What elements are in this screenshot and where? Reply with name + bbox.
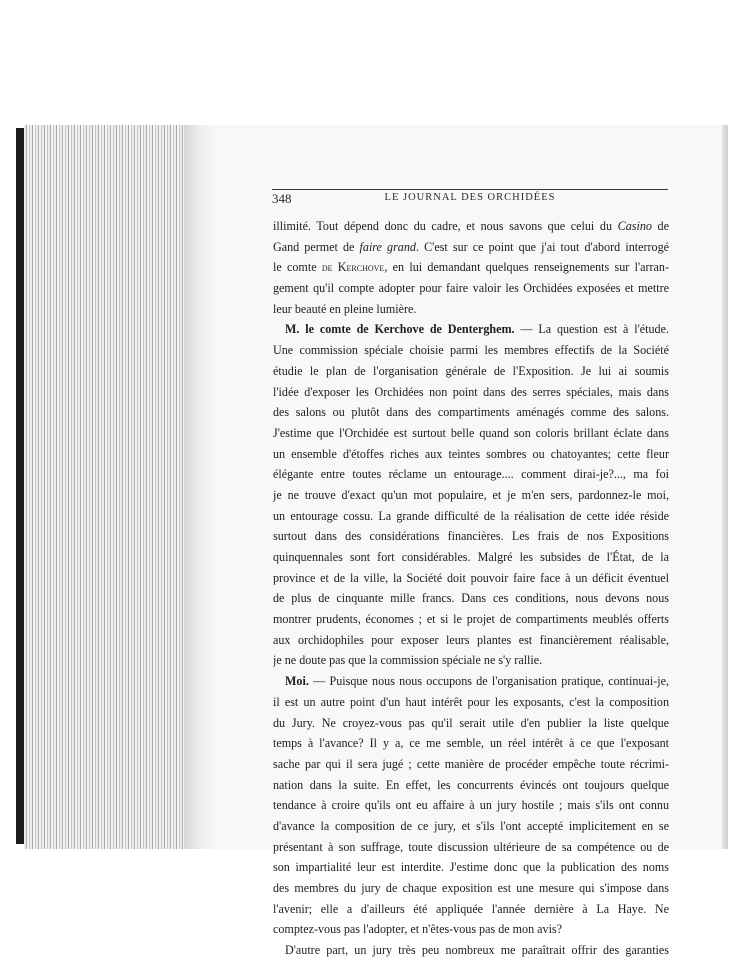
text-run: l'avenir; elle a d'ailleurs été appliquée l'année dernière à La Haye. Ne <box>273 901 669 916</box>
text-run: je ne doute pas que la commission spéciale ne s'y rallie. <box>273 653 543 668</box>
text-line <box>273 919 669 940</box>
text-line <box>273 692 669 713</box>
header-rule <box>272 189 668 190</box>
text-line <box>273 423 669 444</box>
text-line <box>273 278 669 299</box>
text-line <box>273 609 669 630</box>
text-line <box>273 485 669 506</box>
text-run: Gand permet de <box>273 239 360 254</box>
text-run: gement qu'il compte adopter pour faire valoir les Orchidées exposées et mettre <box>273 281 669 296</box>
text-run: province et de la ville, la Société doit pouvoir faire face à un déficit éventuel <box>273 570 669 585</box>
text-line <box>273 588 669 609</box>
text-run: — La question est à l'étude. <box>514 322 669 337</box>
text-run: temps à l'avance? Il y a, ce me semble, un réel intérêt à ce que l'exposant <box>273 736 669 751</box>
text-line <box>273 733 669 754</box>
text-run: D'autre part, un jury très peu nombreux me paraîtrait offrir des garanties <box>285 943 669 958</box>
text-run: de plus de cinquante mille francs. Dans ces conditions, nous devons nous <box>273 591 669 606</box>
text-line <box>273 547 669 568</box>
text-run: illimité. Tout dépend donc du cadre, et nous savons que celui du <box>273 219 618 233</box>
text-run: montrer prudents, économes ; et si le projet de compartiments meublés offerts <box>273 612 669 627</box>
text-run: , en lui demandant quelques renseignements sur l'arran- <box>384 260 669 275</box>
text-run: de <box>651 219 669 233</box>
text-line <box>273 526 669 547</box>
text-line <box>273 299 669 320</box>
text-line <box>273 340 669 361</box>
text-line <box>273 899 669 920</box>
text-line <box>273 216 669 237</box>
text-run: comptez-vous pas l'adopter, et n'êtes-vous pas de mon avis? <box>273 922 563 937</box>
running-title: LE JOURNAL DES ORCHIDÉES <box>384 192 556 203</box>
text-run: des salons ou plutôt dans des compartiments aménagés comme des salons. <box>273 405 669 420</box>
text-run: tendance à croire qu'ils ont eu affaire à un jury hostile ; mais s'ils ont connu <box>273 798 669 813</box>
text-line <box>273 754 669 775</box>
text-line <box>273 402 669 423</box>
text-run: quinquennales sont fort considérables. Malgré les subsides de l'État, de la <box>273 550 669 564</box>
text-run: un ensemble d'étoffes riches aux teintes sombres ou chatoyantes; cette fleur <box>273 446 669 461</box>
text-line <box>273 630 669 651</box>
page-number: 348 <box>272 191 292 206</box>
text-run: présentant à son suffrage, toute discussion ultérieure de sa compétence ou de <box>273 839 669 854</box>
text-run: un entourage cossu. La grande difficulté de la réalisation de cette idée réside <box>273 508 669 523</box>
text-run: l'idée d'exposer les Orchidées non point dans des serres spéciales, mais dans <box>273 384 669 399</box>
text-run: le comte <box>273 260 322 275</box>
text-run: il est un autre point d'un haut intérêt pour les exposants, c'est la composition <box>273 694 669 709</box>
bold-text: Moi. <box>285 674 309 689</box>
text-line <box>273 940 669 961</box>
text-line <box>273 506 669 527</box>
text-line <box>273 257 669 278</box>
text-run: Une commission spéciale choisie parmi les membres effectifs de la Société <box>273 343 669 358</box>
text-line <box>273 775 669 796</box>
book-spine-edge <box>16 128 24 844</box>
text-line <box>273 237 669 258</box>
bold-text: M. le comte de Kerchove de Denterghem. <box>285 322 515 337</box>
italic-text: Casino <box>617 219 652 233</box>
running-header <box>272 189 668 209</box>
text-line <box>273 319 669 340</box>
text-run: d'avance la composition de ce jury, et s'ils l'ont accepté implicitement en se <box>273 818 669 833</box>
italic-text: faire grand <box>359 239 416 254</box>
text-line <box>273 444 669 465</box>
text-line <box>273 857 669 878</box>
text-run: étudie le plan de l'organisation générale de l'Exposition. Je lui ai soumis <box>273 363 669 378</box>
text-line <box>273 650 669 671</box>
text-run: aux orchidophiles pour exposer leurs plantes est financièrement réalisable, <box>273 632 669 647</box>
text-run: surtout dans des considérations financières. Les frais de nos Expositions <box>273 529 669 544</box>
text-line <box>273 837 669 858</box>
text-line <box>273 382 669 403</box>
text-run: J'estime que l'Orchidée est surtout belle quand son coloris brillant éclate dans <box>273 425 669 440</box>
text-run: élégante entre toutes réclame un entourage.... comment dirai-je?..., ma foi <box>273 467 669 482</box>
book-page-edges <box>24 125 184 849</box>
page-gutter-shadow <box>184 125 218 849</box>
text-line <box>273 713 669 734</box>
text-run: leur beauté en pleine lumière. <box>273 301 417 316</box>
text-run: — Puisque nous nous occupons de l'organisation pratique, continuai-je, <box>308 674 669 689</box>
body-text <box>273 216 669 961</box>
text-run: . C'est sur ce point que j'ai tout d'abord interrogé <box>415 239 669 254</box>
text-line <box>273 671 669 692</box>
text-line <box>273 795 669 816</box>
text-run: son impartialité leur est interdite. J'estime donc que la publication des noms <box>273 860 669 875</box>
text-run: nation dans la suite. En effet, les concurrents évincés ont toujours quelque <box>273 777 669 792</box>
text-run: du Jury. Ne croyez-vous pas qu'il serait utile d'en publier la liste quelque <box>273 715 669 730</box>
text-line <box>273 464 669 485</box>
text-run: sache par qui il sera jugé ; cette manière de procéder empêche toute récrimi- <box>273 756 669 771</box>
page-right-edge <box>722 125 728 849</box>
text-line <box>273 878 669 899</box>
text-run: je ne trouve d'exact qu'un mot populaire, et je m'en sers, pardonnez-le moi, <box>273 487 669 502</box>
text-run: des membres du jury de chaque exposition est une mesure qui s'impose dans <box>273 881 669 895</box>
text-line <box>273 568 669 589</box>
smallcaps-text: de Kerchove <box>321 260 385 275</box>
text-line <box>273 361 669 382</box>
text-line <box>273 816 669 837</box>
